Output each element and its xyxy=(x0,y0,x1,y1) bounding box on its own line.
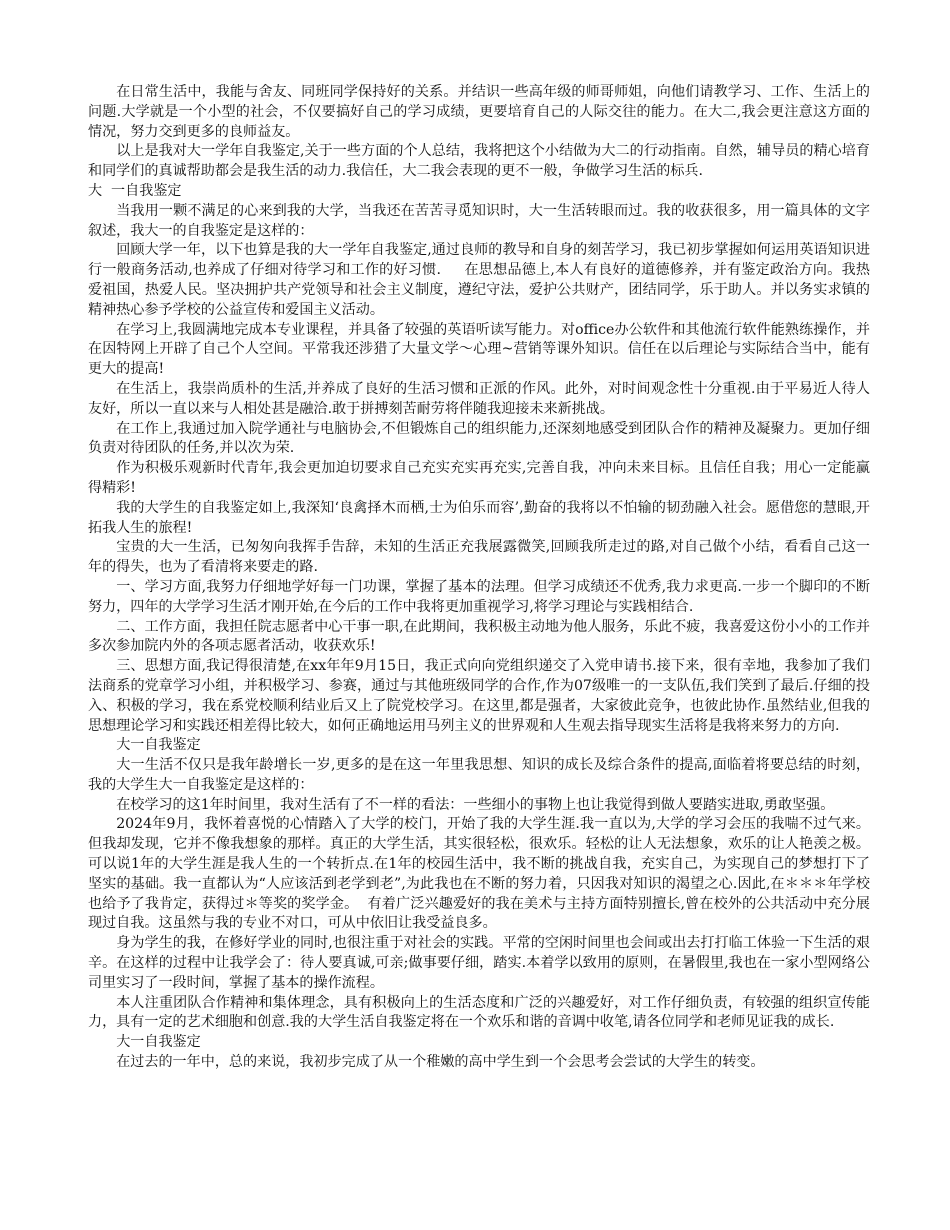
paragraph-12: 二、工作方面，我担任院志愿者中心干事一职,在此期间，我积极主动地为他人服务，乐此不疲，我喜爱这份小小的工作并多次参加院内外的各项志愿者活动，收获欢乐! xyxy=(88,618,870,655)
paragraph-8: 作为积极乐观新时代青年,我会更加迫切要求自己充实充实再充实,完善自我，冲向未来目标。且信任自我；用心一定能赢得精彩! xyxy=(88,460,870,496)
paragraph-13: 三、思想方面,我记得很清楚,在xx年年9月15日，我正式向向党组织递交了入党申请书.接下来，很有幸地，我参加了我们法商系的党章学习小组，并积极学习、参赛，通过与其他班级同学的合作,作为07级唯一的一支队伍,我们笑到了最后.仔细的投入、积极的学习，我在系党校顺利结业后又上了院党校学习。在这里,都是强者，大家彼此竞争，也彼此协作.虽然结业,但我的思想理论学习和实践还相差得比较大，如何正确地运用马列主义的世界观和人生观去指导现实生活将是我将来努力的方向. xyxy=(88,658,870,734)
paragraph-10: 宝贵的大一生活，已匆匆向我挥手告辞，未知的生活正充我展露微笑,回顾我所走过的路,对自己做个小结，看看自己这一年的得失，也为了看清将来要走的路. xyxy=(88,539,870,576)
paragraph-4: 回顾大学一年，以下也算是我的大一学年自我鉴定,通过良师的教导和自身的刻苦学习，我已初步掌握如何运用英语知识进行一般商务活动,也养成了仔细对待学习和工作的好习惯. 在思想品德上,本人有良好的道德修养，并有鉴定政治方向。我热爱祖国，热爱人民。坚决拥护共产党领导和社会主义制度，遵纪守法，爱护公共财产，团结同学，乐于助人。并以务实求镇的精神热心参予学校的公益宣传和爱国主义活动。 xyxy=(88,242,870,318)
paragraph-11: 一、学习方面,我努力仔细地学好每一门功课，掌握了基本的法理。但学习成绩还不优秀,我力求更高.一步一个脚印的不断努力，四年的大学学习生活才刚开始,在今后的工作中我将更加重视学习,将学习理论与实践相结合. xyxy=(88,578,870,615)
paragraph-3: 当我用一颗不满足的心来到我的大学，当我还在苦苦寻觅知识时，大一生活转眼而过。我的收获很多，用一篇具体的文字叙述，我大一的自我鉴定是这样的： xyxy=(88,202,870,239)
paragraph-17: 身为学生的我，在修好学业的同时,也很注重于对社会的实践。平常的空闲时间里也会间或出去打打临工体验一下生活的艰辛。在这样的过程中让我学会了：待人要真诚,可亲;做事要仔细，踏实.本着学以致用的原则，在暑假里,我也在一家小型网络公司里实习了一段时间，掌握了基本的操作流程。 xyxy=(88,935,870,991)
paragraph-5: 在学习上,我圆满地完成本专业课程，并具备了较强的英语听读写能力。对office办公软件和其他流行软件能熟练操作，并在因特网上开辟了自己个人空间。平常我还涉猎了大量文学～心理~营销等课外知识。信任在以后理论与实际结合当中，能有更大的提高! xyxy=(88,321,870,378)
paragraph-7: 在工作上,我通过加入院学通社与电脑协会,不但锻炼自己的组织能力,还深刻地感受到团队合作的精神及凝聚力。更加仔细负责对待团队的任务,并以次为荣. xyxy=(88,420,870,457)
paragraph-1: 在日常生活中，我能与舍友、同班同学保持好的关系。并结识一些高年级的师哥师姐，向他们请教学习、工作、生活上的问题.大学就是一个小型的社会，不仅要搞好自己的学习成绩，更要培育自己的人际交往的能力。在大二,我会更注意这方面的情况，努力交到更多的良师益友。 xyxy=(88,84,870,140)
paragraph-16: 2024年9月，我怀着喜悦的心情踏入了大学的校门，开始了我的大学生涯.我一直以为,大学的学习会压的我喘不过气来。但我却发现，它并不像我想象的那样。真正的大学生活，其实很轻松，很欢乐。轻松的让人无法想象，欢乐的让人艳羡之极。可以说1年的大学生涯是我人生的一个转折点.在1年的校园生活中，我不断的挑战自我，充实自己，为实现自己的梦想打下了坚实的基础。我一直都认为“人应该活到老学到老”,为此我也在不断的努力着，只因我对知识的渴望之心.因此,在＊＊＊年学校也给予了我肯定，获得过＊等奖的奖学金。 有着广泛兴趣爱好的我在美术与主持方面特别擅长,曾在校外的公共活动中充分展现过自我。这虽然与我的专业不对口，可从中依旧让我受益良多。 xyxy=(88,816,870,932)
section-heading-3: 大一自我鉴定 xyxy=(116,1034,201,1051)
paragraph-15: 在校学习的这1年时间里，我对生活有了不一样的看法：一些细小的事物上也让我觉得到做人要踏实进取,勇敢坚强。 xyxy=(116,796,835,813)
paragraph-9: 我的大学生的自我鉴定如上,我深知‘良禽择木而栖,士为伯乐而容’,勤奋的我将以不怕输的韧劲融入社会。愿借您的慧眼,开拓我人生的旅程! xyxy=(88,499,870,536)
paragraph-14: 大一生活不仅只是我年龄增长一岁,更多的是在这一年里我思想、知识的成长及综合条件的提高,面临着将要总结的时刻，我的大学生大一自我鉴定是这样的： xyxy=(88,757,870,793)
section-heading-1: 大 一自我鉴定 xyxy=(88,182,182,199)
paragraph-6: 在生活上，我崇尚质朴的生活,并养成了良好的生活习惯和正派的作风。此外，对时间观念性十分重视.由于平易近人待人友好，所以一直以来与人相处甚是融洽.敢于拼搏刻苦耐劳将伴随我迎接未来新挑战。 xyxy=(88,380,870,417)
paragraph-19: 在过去的一年中，总的来说，我初步完成了从一个稚嫩的高中学生到一个会思考会尝试的大学生的转变。 xyxy=(116,1054,765,1071)
paragraph-18: 本人注重团队合作精神和集体理念，具有积极向上的生活态度和广泛的兴趣爱好，对工作仔细负责，有较强的组织宣传能力，具有一定的艺术细胞和创意.我的大学生活自我鉴定将在一个欢乐和谐的音调中收笔,请各位同学和老师见证我的成长. xyxy=(88,994,870,1031)
section-heading-2: 大一自我鉴定 xyxy=(116,737,201,754)
paragraph-2: 以上是我对大一学年自我鉴定,关于一些方面的个人总结，我将把这个小结做为大二的行动指南。自然，辅导员的精心培育和同学们的真诚帮助都会是我生活的动力.我信任，大二我会表现的更不一般，争做学习生活的标兵. xyxy=(88,143,870,180)
